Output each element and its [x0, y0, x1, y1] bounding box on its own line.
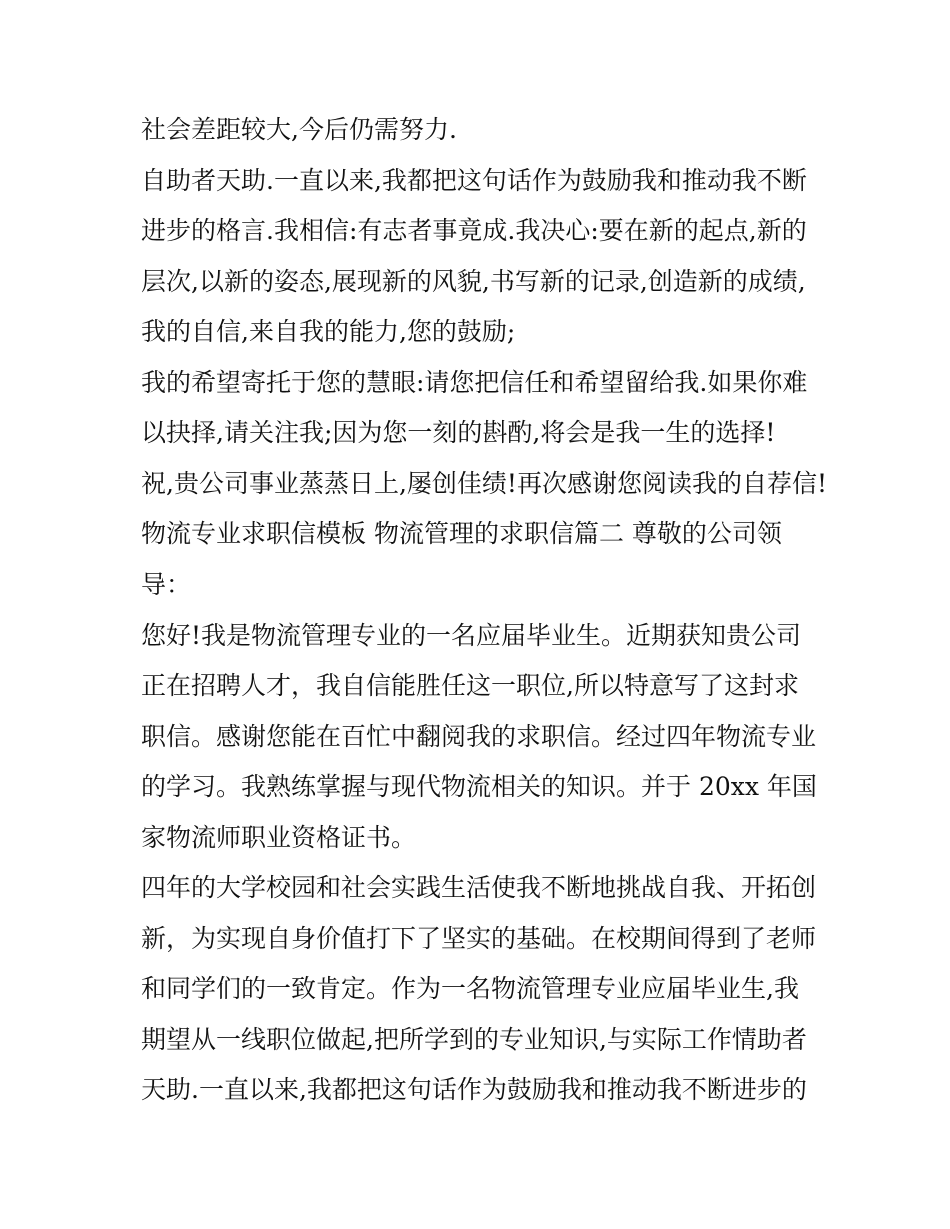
text-line: 的学习。我熟练掌握与现代物流相关的知识。并于 20xx 年国 — [141, 772, 817, 801]
text-line: 以抉择,请关注我;因为您一刻的斟酌,将会是我一生的选择! — [141, 418, 776, 447]
text-line: 和同学们的一致肯定。作为一名物流管理专业应届毕业生,我 — [141, 974, 799, 1003]
text-line: 新，为实现自身价值打下了坚实的基础。在校期间得到了老师 — [141, 924, 817, 953]
text-line: 职信。感谢您能在百忙中翻阅我的求职信。经过四年物流专业 — [141, 722, 817, 751]
text-line: 四年的大学校园和社会实践生活使我不断地挑战自我、开拓创 — [141, 873, 817, 902]
text-line: 期望从一线职位做起,把所学到的专业知识,与实际工作情助者 — [141, 1025, 807, 1054]
text-line: 祝,贵公司事业蒸蒸日上,屡创佳绩!再次感谢您阅读我的自荐信! — [141, 469, 827, 498]
text-line: 家物流师职业资格证书。 — [141, 823, 417, 852]
text-line: 正在招聘人才，我自信能胜任这一职位,所以特意写了这封求 — [141, 671, 799, 700]
text-line: 进步的格言.我相信:有志者事竟成.我决心:要在新的起点,新的 — [141, 216, 807, 245]
text-line: 层次,以新的姿态,展现新的风貌,书写新的记录,创造新的成绩, — [141, 267, 806, 296]
text-line: 您好!我是物流管理专业的一名应届毕业生。近期获知贵公司 — [141, 621, 802, 650]
text-line: 社会差距较大,今后仍需努力. — [141, 115, 457, 144]
text-line: 物流专业求职信模板 物流管理的求职信篇二 尊敬的公司领 — [141, 519, 782, 548]
text-line: 我的自信,来自我的能力,您的鼓励; — [141, 317, 516, 346]
text-line: 自助者天助.一直以来,我都把这句话作为鼓励我和推动我不断 — [141, 166, 807, 195]
text-line: 天助.一直以来,我都把这句话作为鼓励我和推动我不断进步的 — [141, 1075, 807, 1104]
text-line: 我的希望寄托于您的慧眼:请您把信任和希望留给我.如果你难 — [141, 368, 808, 397]
text-line: 导： — [141, 570, 192, 599]
